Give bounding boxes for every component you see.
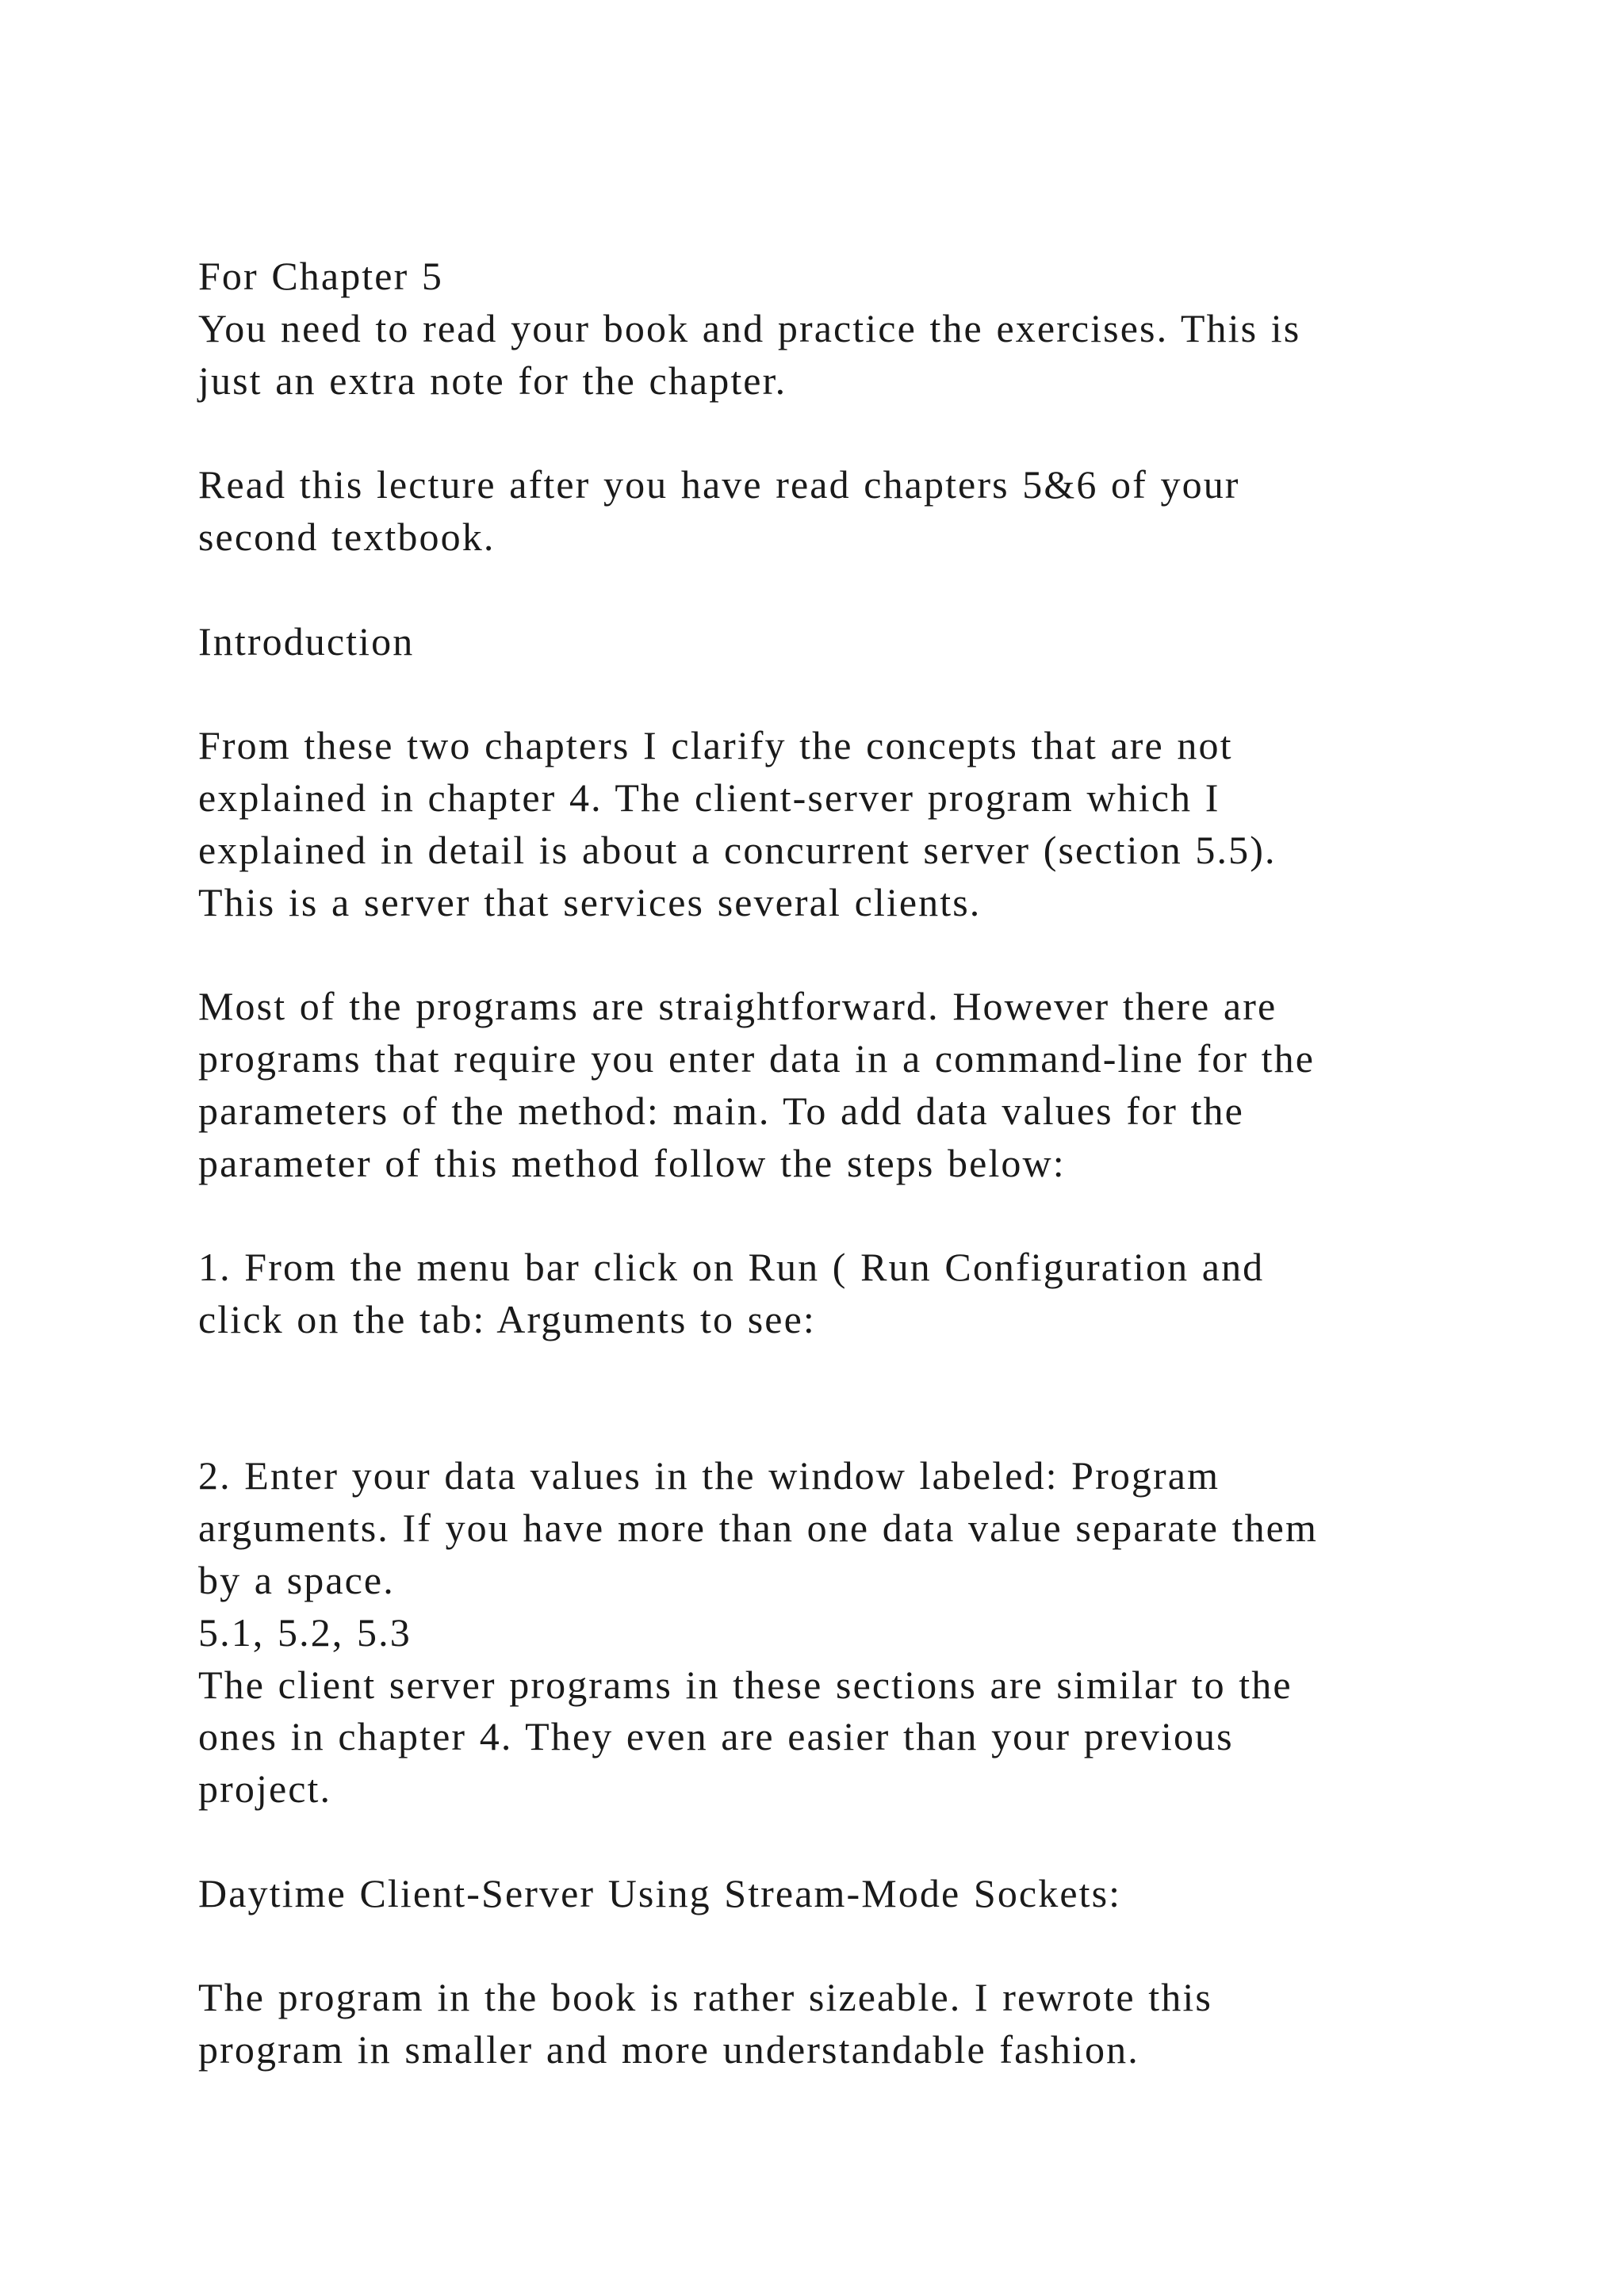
clarify-line: explained in detail is about a concurrent server (section 5.5). bbox=[198, 827, 1277, 872]
similar-line: project. bbox=[198, 1766, 332, 1812]
programs-line: parameters of the method: main. To add data values for the bbox=[198, 1088, 1244, 1133]
paragraph-gap bbox=[198, 668, 1546, 720]
introduction-heading: Introduction bbox=[198, 618, 415, 664]
clarify-line: This is a server that services several clients. bbox=[198, 879, 982, 924]
chapter-heading: For Chapter 5 bbox=[198, 254, 444, 298]
step-one-line: click on the tab: Arguments to see: bbox=[198, 1296, 816, 1341]
paragraph-gap bbox=[198, 1920, 1546, 1973]
read-note-line: second textbook. bbox=[198, 514, 496, 559]
programs-line: Most of the programs are straightforward. However there are bbox=[198, 984, 1277, 1029]
daytime-heading: Daytime Client-Server Using Stream-Mode Sockets: bbox=[198, 1870, 1122, 1915]
step-one-line: 1. From the menu bar click on Run ( Run Configuration and bbox=[198, 1245, 1265, 1290]
clarify-line: From these two chapters I clarify the concepts that are not bbox=[198, 723, 1233, 768]
paragraph-gap bbox=[198, 564, 1546, 616]
rewrote-line: The program in the book is rather sizeable. I rewrote this bbox=[198, 1975, 1212, 2020]
paragraph-gap bbox=[198, 1816, 1546, 1868]
sections-reference: 5.1, 5.2, 5.3 bbox=[198, 1609, 412, 1655]
step-two-line: 2. Enter your data values in the window labeled: Program bbox=[198, 1453, 1220, 1498]
rewrote-line: program in smaller and more understandable fashion. bbox=[198, 2027, 1139, 2072]
image-placeholder-gap bbox=[198, 1346, 1546, 1451]
step-two-line: by a space. bbox=[198, 1557, 395, 1602]
clarify-line: explained in chapter 4. The client-server program which I bbox=[198, 775, 1220, 820]
paragraph-gap bbox=[198, 1189, 1546, 1242]
paragraph-gap bbox=[198, 928, 1546, 981]
document-body bbox=[198, 251, 1546, 2076]
similar-line: ones in chapter 4. They even are easier than your previous bbox=[198, 1714, 1234, 1759]
paragraph-gap bbox=[198, 407, 1546, 459]
intro-line: You need to read your book and practice the exercises. This is bbox=[198, 305, 1301, 350]
read-note-line: Read this lecture after you have read chapters 5&6 of your bbox=[198, 462, 1240, 507]
programs-line: programs that require you enter data in a command-line for the bbox=[198, 1035, 1316, 1081]
step-two-line: arguments. If you have more than one data value separate them bbox=[198, 1506, 1318, 1551]
intro-line: just an extra note for the chapter. bbox=[198, 358, 787, 403]
programs-line: parameter of this method follow the steps below: bbox=[198, 1140, 1066, 1185]
similar-line: The client server programs in these sections are similar to the bbox=[198, 1662, 1293, 1707]
